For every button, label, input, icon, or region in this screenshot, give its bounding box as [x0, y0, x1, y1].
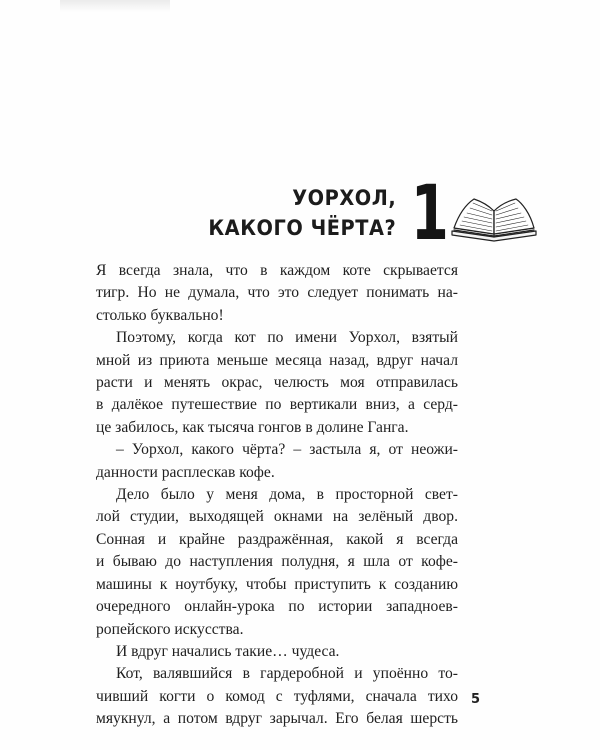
- chapter-body: [96, 260, 458, 731]
- text-line: Поэтому, когда кот по имени Уорхол, взятый: [116, 329, 458, 347]
- text-line: в далёкое путешествие по вертикали вниз, а серд-: [96, 396, 458, 414]
- chapter-number: 1: [410, 168, 449, 257]
- page-number: 5: [471, 692, 481, 707]
- chapter-title: [208, 183, 396, 243]
- paragraph: [96, 484, 458, 641]
- paragraph: [96, 641, 458, 663]
- text-line: столько буквально!: [96, 306, 224, 324]
- paragraph: [96, 260, 458, 327]
- text-line: Я всегда знала, что в каждом коте скрывается: [96, 262, 458, 279]
- paragraph: [96, 439, 458, 484]
- text-line: И вдруг начались такие… чудеса.: [116, 642, 340, 660]
- text-line: мной из приюта меньше месяца назад, вдруг начал: [96, 351, 458, 369]
- text-line: це забилось, как тысяча гонгов в долине Ганга.: [96, 418, 409, 436]
- chapter-title-line-1: УОРХОЛ,: [291, 186, 396, 210]
- text-line: лой студии, выходящей окнами на зелёный двор.: [96, 508, 458, 526]
- text-line: расти и менять окрас, челюсть моя отправилась: [96, 374, 458, 392]
- chapter-heading: [192, 168, 540, 257]
- text-line: и бываю до наступления полудня, я шла от кофе-: [96, 553, 458, 571]
- chapter-title-line-2: КАКОГО ЧЁРТА?: [208, 216, 396, 240]
- text-line: ропейского искусства.: [96, 620, 244, 638]
- text-line: чивший когти о комод с туфлями, сначала тихо: [96, 687, 458, 705]
- text-line: Кот, валявшийся в гардеробной и упоённо то-: [116, 665, 458, 683]
- page-edge-shadow: [60, 0, 170, 12]
- text-line: Сонная и крайне раздражённая, какой я всегда: [96, 530, 458, 548]
- paragraph: [96, 327, 458, 439]
- text-line: данности расплескав кофе.: [96, 463, 275, 481]
- text-line: Дело было у меня дома, в просторной свет-: [116, 486, 458, 504]
- text-line: – Уорхол, какого чёрта? – застыла я, от неожи-: [116, 441, 458, 459]
- text-line: тигр. Но не думала, что это следует понимать на-: [96, 284, 458, 302]
- open-book-icon: [448, 191, 540, 243]
- text-line: мяукнул, а потом вдруг зарычал. Его белая шерсть: [96, 710, 458, 728]
- text-line: машины к ноутбуку, чтобы приступить к созданию: [96, 575, 458, 593]
- text-line: очередного онлайн-урока по истории западноев-: [96, 598, 458, 616]
- paragraph: [96, 663, 458, 730]
